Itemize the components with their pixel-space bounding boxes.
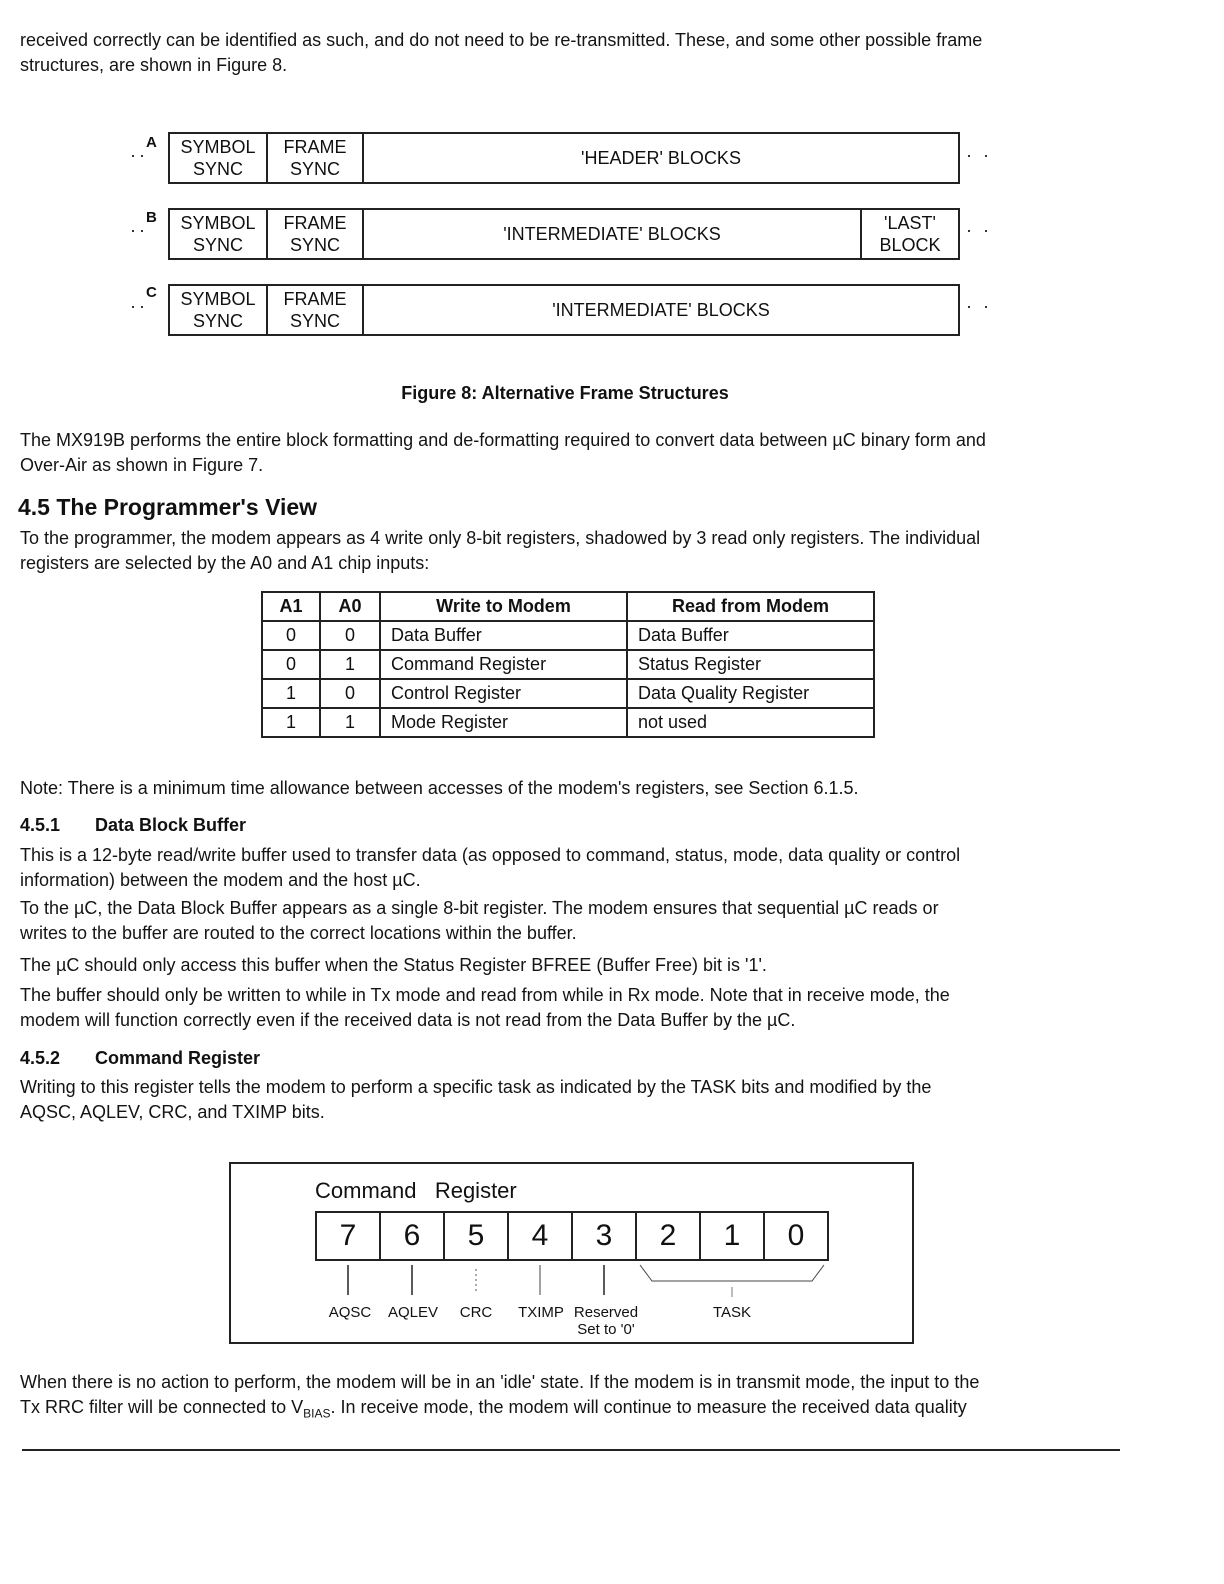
bit-cell: 5	[445, 1213, 509, 1259]
data-buffer-paragraph-1	[20, 843, 1115, 893]
mx919b-line-2: Over-Air as shown in Figure 7.	[20, 455, 264, 475]
text-line: AQSC, AQLEV, CRC, and TXIMP bits.	[20, 1102, 325, 1122]
ellipsis-left-a: ··	[130, 145, 148, 165]
data-buffer-paragraph-2	[20, 896, 1115, 946]
cell-a0: 0	[320, 679, 380, 708]
cell-a1: 0	[262, 650, 320, 679]
symbol-sync-cell: SYMBOL SYNC	[170, 210, 268, 258]
command-register-paragraph	[20, 1075, 1115, 1125]
section-heading-4-5-2	[20, 1048, 260, 1069]
text-line: To the µC, the Data Block Buffer appears as a single 8-bit register. The modem ensures that sequential µC reads or	[20, 898, 939, 918]
cell-a0: 1	[320, 708, 380, 737]
frame-sync-cell: FRAME SYNC	[268, 286, 364, 334]
cell-a1: 0	[262, 621, 320, 650]
programmers-view-line-1: To the programmer, the modem appears as 4 write only 8-bit registers, shadowed by 3 read only registers. The individual	[20, 528, 981, 548]
cell-write: Mode Register	[380, 708, 627, 737]
text-line	[20, 1395, 1115, 1427]
vbias-subscript: BIAS	[303, 1406, 331, 1421]
frame-row-label-c: C	[146, 284, 157, 301]
frame-sync-cell: FRAME SYNC	[268, 210, 364, 258]
task-label: TASK	[712, 1304, 752, 1321]
ellipsis-left-b: ··	[130, 220, 148, 240]
text-fragment: Tx RRC filter will be connected to V	[20, 1397, 304, 1417]
tximp-label: TXIMP	[518, 1304, 564, 1321]
intro-line-1: received correctly can be identified as such, and do not need to be re-transmitted. These, and some other possible frame	[20, 30, 983, 50]
table-row	[262, 679, 874, 708]
register-access-note: Note: There is a minimum time allowance between accesses of the modem's registers, see Section 6.1.5.	[20, 778, 859, 798]
ellipsis-right-b: · ·	[966, 220, 992, 240]
mx919b-line-1: The MX919B performs the entire block formatting and de-formatting required to convert data between µC binary form and	[20, 430, 986, 450]
intermediate-blocks-cell: 'INTERMEDIATE' BLOCKS	[503, 224, 721, 244]
command-register-title	[315, 1178, 517, 1204]
section-number: 4.5.2	[20, 1048, 61, 1068]
title-word: Command	[315, 1178, 417, 1203]
cell-write: Command Register	[380, 650, 627, 679]
programmers-view-line-2: registers are selected by the A0 and A1 chip inputs:	[20, 553, 430, 573]
header-blocks-cell: 'HEADER' BLOCKS	[581, 148, 741, 168]
title-word: Register	[434, 1178, 517, 1203]
column-header-write: Write to Modem	[380, 592, 627, 621]
frame-row-c	[168, 284, 960, 336]
cell-read: Data Quality Register	[627, 679, 874, 708]
cell-a0: 0	[320, 621, 380, 650]
reserved-text: Reserved	[573, 1304, 639, 1321]
cell-write: Data Buffer	[380, 621, 627, 650]
cell-a1: 1	[262, 708, 320, 737]
column-header-a0: A0	[320, 592, 380, 621]
section-title: Data Block Buffer	[95, 815, 247, 835]
register-map-table	[261, 591, 875, 738]
programmers-view-paragraph	[20, 526, 1115, 576]
frame-row-a	[168, 132, 960, 184]
text-line: When there is no action to perform, the modem will be in an 'idle' state. If the modem is in transmit mode, the input to the	[20, 1372, 980, 1392]
bit-cell: 1	[701, 1213, 765, 1259]
frame-row-b	[168, 208, 960, 260]
section-heading-4-5-1	[20, 815, 246, 836]
text-line: information) between the modem and the host µC.	[20, 870, 421, 890]
frame-row-label-b: B	[146, 209, 157, 226]
intro-line-2: structures, are shown in Figure 8.	[20, 55, 288, 75]
frame-row-label-a: A	[146, 134, 157, 151]
cell-write: Control Register	[380, 679, 627, 708]
bit-cell: 4	[509, 1213, 573, 1259]
ellipsis-right-a: · ·	[966, 145, 992, 165]
bit-cell: 7	[317, 1213, 381, 1259]
bit-leader-lines	[315, 1259, 835, 1304]
frame-sync-cell: FRAME SYNC	[268, 134, 364, 182]
ellipsis-left-c: ··	[130, 296, 148, 316]
text-line: This is a 12-byte read/write buffer used to transfer data (as opposed to command, status, mode, data quality or control	[20, 845, 961, 865]
text-fragment: . In receive mode, the modem will continue to measure the received data quality	[330, 1397, 967, 1417]
bit-cell: 3	[573, 1213, 637, 1259]
idle-state-paragraph	[20, 1370, 1115, 1427]
command-register-bits	[315, 1211, 829, 1261]
bit-cell: 2	[637, 1213, 701, 1259]
table-row	[262, 708, 874, 737]
table-row	[262, 621, 874, 650]
section-title: Command Register	[95, 1048, 261, 1068]
ellipsis-right-c: · ·	[966, 296, 992, 316]
aqlev-label: AQLEV	[387, 1304, 439, 1321]
bit-cell: 0	[787, 1219, 805, 1252]
table-header-row	[262, 592, 874, 621]
intermediate-blocks-cell: 'INTERMEDIATE' BLOCKS	[552, 300, 770, 320]
table-row	[262, 650, 874, 679]
mx919b-paragraph	[20, 428, 1115, 478]
last-block-cell: 'LAST' BLOCK	[860, 210, 958, 258]
intro-paragraph	[20, 28, 1115, 78]
column-header-a1: A1	[262, 592, 320, 621]
aqsc-label: AQSC	[328, 1304, 372, 1321]
bit-cell: 6	[381, 1213, 445, 1259]
text-line: The buffer should only be written to while in Tx mode and read from while in Rx mode. Note that in receive mode, the	[20, 985, 950, 1005]
cell-a0: 1	[320, 650, 380, 679]
text-line: modem will function correctly even if the received data is not read from the Data Buffer by the µC.	[20, 1010, 796, 1030]
section-heading-4-5: 4.5 The Programmer's View	[18, 494, 318, 520]
text-line: Writing to this register tells the modem to perform a specific task as indicated by the TASK bits and modified by the	[20, 1077, 932, 1097]
reserved-note: Set to '0'	[577, 1321, 635, 1338]
reserved-label	[568, 1304, 644, 1338]
cell-read: Data Buffer	[627, 621, 874, 650]
crc-label: CRC	[459, 1304, 493, 1321]
data-buffer-paragraph-3: The µC should only access this buffer when the Status Register BFREE (Buffer Free) bit is '1'.	[20, 955, 767, 975]
symbol-sync-cell: SYMBOL SYNC	[170, 134, 268, 182]
text-line: writes to the buffer are routed to the correct locations within the buffer.	[20, 923, 577, 943]
symbol-sync-cell: SYMBOL SYNC	[170, 286, 268, 334]
data-buffer-paragraph-4	[20, 983, 1115, 1033]
section-number: 4.5.1	[20, 815, 61, 835]
cell-read: Status Register	[627, 650, 874, 679]
figure-8-caption: Figure 8: Alternative Frame Structures	[401, 383, 729, 403]
column-header-read: Read from Modem	[627, 592, 874, 621]
cell-read: not used	[627, 708, 874, 737]
page-divider	[22, 1449, 1120, 1451]
cell-a1: 1	[262, 679, 320, 708]
